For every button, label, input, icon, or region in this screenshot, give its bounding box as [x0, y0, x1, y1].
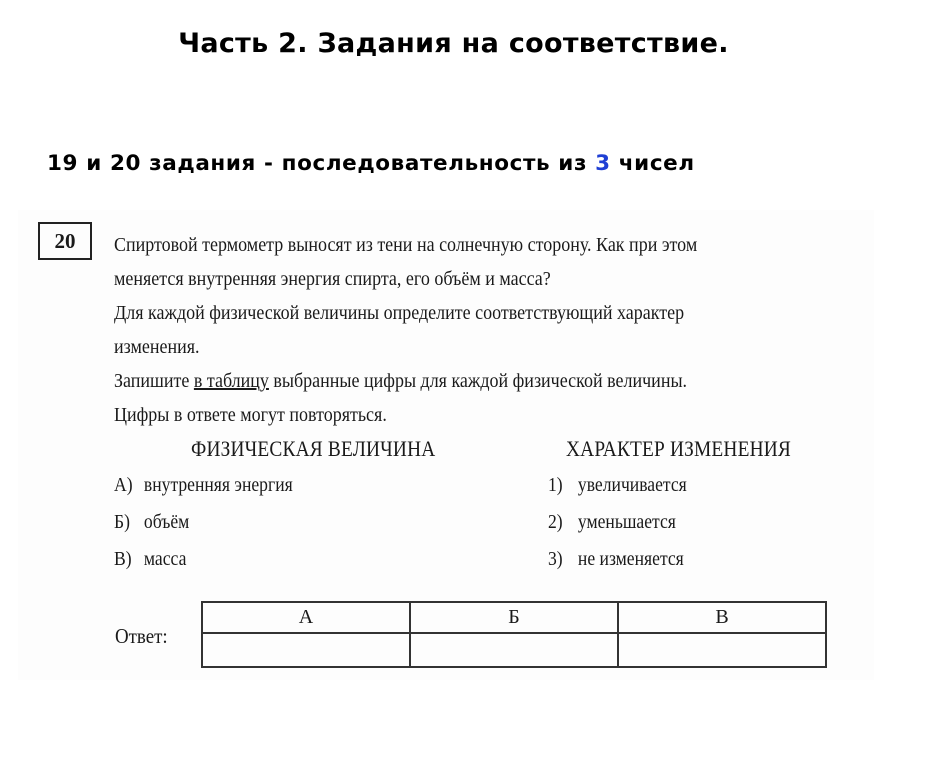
item-mark: В) [114, 548, 132, 570]
answer-cell-a[interactable] [202, 633, 410, 667]
answer-cell-v[interactable] [618, 633, 826, 667]
change-item [548, 511, 676, 534]
task-statement [114, 228, 834, 432]
quantity-item [114, 548, 186, 571]
subtitle-accent-number: 3 [595, 151, 611, 176]
answer-header-b: Б [410, 602, 618, 633]
item-text: объём [143, 511, 190, 533]
task-line: Для каждой физической величины определите соответствующий характер [114, 302, 685, 324]
item-text: внутренняя энергия [143, 474, 293, 496]
answer-table [201, 601, 827, 668]
item-text: не изменяется [577, 548, 684, 570]
item-mark: 1) [548, 474, 563, 496]
task-line-part: Запишите [114, 370, 194, 392]
change-item [548, 548, 684, 571]
task-underlined-phrase: в таблицу [193, 370, 269, 392]
answer-label: Ответ: [115, 624, 168, 648]
answer-cell-b[interactable] [410, 633, 618, 667]
right-column-header: ХАРАКТЕР ИЗМЕНЕНИЯ [566, 436, 791, 461]
item-mark: 3) [548, 548, 563, 570]
task-line [114, 364, 834, 398]
task-line: Спиртовой термометр выносят из тени на солнечную сторону. Как при этом [114, 234, 698, 256]
slide-subtitle [47, 151, 695, 176]
left-column-header: ФИЗИЧЕСКАЯ ВЕЛИЧИНА [191, 436, 436, 461]
item-text: уменьшается [577, 511, 676, 533]
answer-header-a: А [202, 602, 410, 633]
answer-input-row [202, 633, 826, 667]
subtitle-text-start: 19 и 20 задания - последовательность из [47, 151, 596, 176]
task-number-box: 20 [38, 222, 92, 260]
item-mark: 2) [548, 511, 563, 533]
task-line: изменения. [114, 336, 200, 358]
answer-header-v: В [618, 602, 826, 633]
task-line: меняется внутренняя энергия спирта, его объём и масса? [114, 268, 551, 290]
slide-title-text: Часть 2. Задания на соответствие. [178, 28, 729, 59]
item-text: масса [143, 548, 187, 570]
item-mark: А) [114, 474, 133, 496]
answer-header-row [202, 602, 826, 633]
quantity-item [114, 474, 293, 497]
item-text: увеличивается [577, 474, 687, 496]
item-mark: Б) [114, 511, 130, 533]
task-scan [18, 210, 874, 680]
slide-title [0, 28, 937, 59]
quantity-item [114, 511, 189, 534]
change-item [548, 474, 687, 497]
task-line: Цифры в ответе могут повторяться. [114, 404, 387, 426]
subtitle-text-end: чисел [610, 151, 695, 176]
task-line-part: выбранные цифры для каждой физической величины. [268, 370, 688, 392]
